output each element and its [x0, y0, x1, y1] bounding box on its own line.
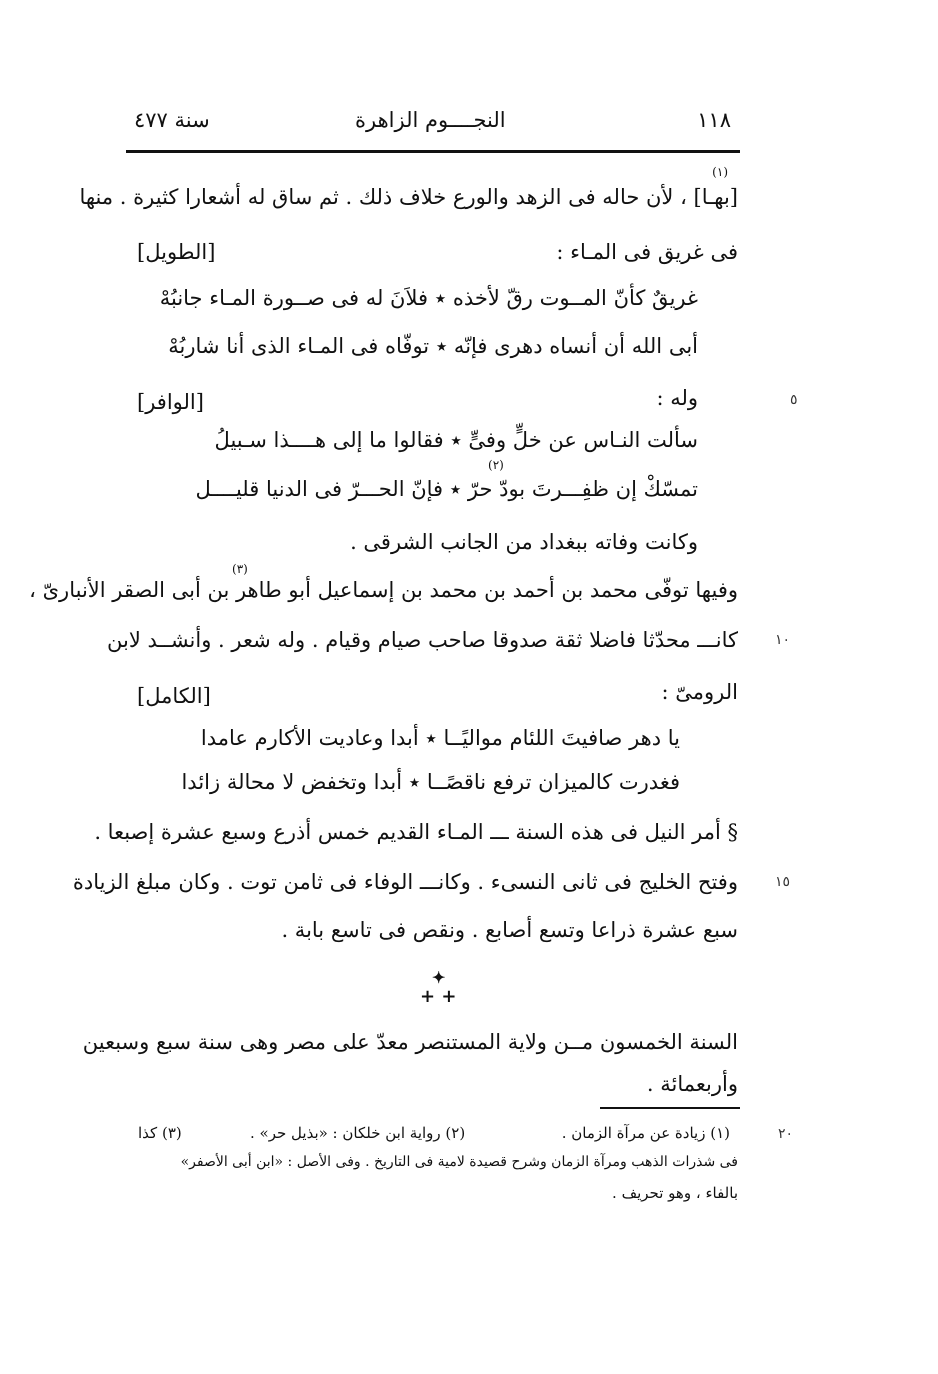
footnote-marker-1: (١) [712, 165, 728, 179]
page-number: ١١٨ [697, 108, 731, 132]
text-line: سبع عشرة ذراعا وتسع أصابع . ونقص فى تاسع بابة . [281, 918, 738, 942]
running-title: النجــــوم الزاهرة [355, 108, 506, 132]
text-line: § أمر النيل فى هذه السنة ـــ المـاء القديم خمس أذرع وسبع عشرة إصبعا . [94, 820, 738, 844]
verse-line: سألت النـاس عن خلٍّ وفىٍّ ٭ فقالوا ما إلى هــــذا سـبيلُ [214, 428, 698, 452]
text-line: السنة الخمسون مــن ولاية المستنصر معدّ على مصر وهى سنة سبع وسبعين [82, 1030, 738, 1054]
footnote: فى شذرات الذهب ومرآة الزمان وشرح قصيدة لامية فى التاريخ . وفى الأصل : «ابن أبى الأصفر» [180, 1154, 738, 1170]
footnote-marker-3: (٣) [232, 562, 248, 576]
verse-line: فغدرت كالميزان ترفع ناقصًــا ٭ أبدا وتخفض لا محالة زائدا [181, 770, 680, 794]
text-line: وله : [656, 386, 698, 410]
footnote-marker-2: (٢) [488, 458, 504, 472]
footnote-rule [600, 1107, 740, 1109]
text-line: وفتح الخليج فى ثانى النسىء . وكانـــ الوفاء فى ثامن توت . وكان مبلغ الزيادة [72, 870, 738, 894]
verse-line: تمسّكْ إن ظفِـــرتَ بودّ حرّ ٭ فإنّ الحـــرّ فى الدنيا قليــــل [195, 477, 698, 501]
footnote: (١) زيادة عن مرآة الزمان . [561, 1124, 730, 1142]
verse-line: أبى الله أن أنساه دهرى فإنّه ٭ توفّاه فى المـاء الذى أنا شاربُهْ [168, 334, 698, 358]
verse-line: غريقٌ كأنّ المــوت رقّ لأخذه ٭ فلاَنَ له فى صــورة المـاء جانبُهْ [159, 286, 698, 310]
section-ornament: + + [420, 986, 457, 1007]
footnote: بالفاء ، وهو تحريف . [612, 1184, 738, 1202]
text-line: [بهـا] ، لأن حاله فى الزهد والورع خلاف ذلك . ثم ساق له أشعارا كثيرة . منها [79, 185, 738, 209]
text-line: وفيها توفّى محمد بن أحمد بن محمد بن إسماعيل أبو طاهر بن أبى الصقر الأنبارىّ ، [29, 578, 738, 602]
text-line: كانـــ محدّثا فاضلا ثقة صدوقا صاحب صيام وقيام . وله شعر . وأنشــد لابن [107, 628, 738, 652]
header-rule [126, 150, 740, 153]
line-number: ١٠ [775, 632, 791, 648]
text-line: وأربعمائة . [646, 1072, 738, 1096]
text-line: الرومىّ : [661, 680, 738, 704]
verse-line: يا دهر صافيتَ اللئام مواليًــا ٭ أبدا وعاديت الأكارم عامدا [200, 726, 680, 750]
line-number: ١٥ [775, 874, 791, 890]
line-number: ٢٠ [778, 1126, 794, 1142]
meter-label: [الكامل] [137, 684, 211, 708]
text-line: فى غريق فى المـاء : [556, 240, 738, 264]
year-label: سنة ٤٧٧ [134, 108, 210, 132]
meter-label: [الوافر] [137, 390, 204, 414]
text-line: وكانت وفاته ببغداد من الجانب الشرقى . [350, 530, 698, 554]
line-number: ٥ [790, 392, 798, 408]
footnote: (٢) رواية ابن خلكان : «بذيل حر» . [250, 1124, 466, 1142]
section-ornament-top: ✦ [432, 968, 446, 987]
meter-label: [الطويل] [137, 240, 216, 264]
footnote: (٣) كذا [138, 1124, 182, 1142]
